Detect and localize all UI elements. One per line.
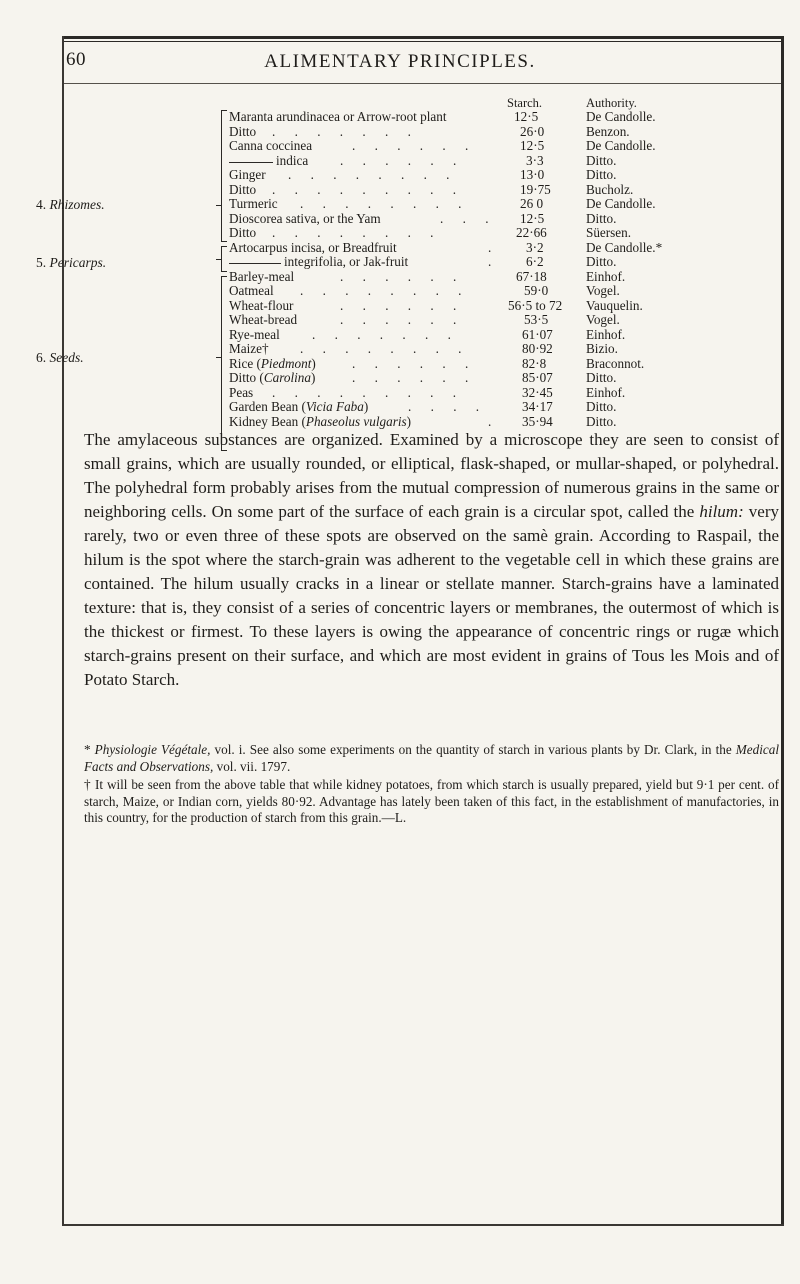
row-authority: De Candolle.*	[586, 239, 663, 255]
row-authority: Einhof.	[586, 268, 626, 284]
row-authority: Süersen.	[586, 225, 632, 240]
hilum-term: hilum:	[699, 502, 744, 521]
leader-dots: . . . . . . . . .	[272, 181, 465, 197]
row-value: 19·75	[520, 181, 551, 197]
footnotes	[84, 742, 779, 829]
footnote-1: * Physiologie Végétale, vol. i. See also some experiments on the quantity of starch in various plants by Dr. Clark, in the Medical Facts and Observations, vol. vii. 1797.	[84, 742, 779, 774]
row-value: 3·2	[526, 239, 544, 255]
group-number: 4.	[36, 197, 47, 212]
row-value: 61·07	[522, 326, 553, 342]
row-name: Ditto	[229, 181, 257, 197]
row-authority: Bucholz.	[586, 181, 634, 197]
table-row	[0, 255, 800, 270]
row-authority: Vogel.	[586, 312, 620, 327]
row-value: 6·2	[526, 254, 544, 269]
leader-dots: . . . . . . . .	[300, 283, 470, 298]
row-name: Turmeric	[229, 196, 278, 211]
leader-dots: . . . . . . . . .	[272, 384, 465, 400]
row-name: Rice (Piedmont)	[229, 355, 316, 371]
row-name: Oatmeal	[229, 283, 274, 298]
row-value: 3·3	[526, 152, 544, 168]
leader-dots: . . . . . .	[340, 268, 465, 284]
row-name: Ditto (Carolina)	[229, 370, 316, 385]
row-value: 82·8	[522, 355, 547, 371]
leader-dots: . . . . . . . .	[272, 225, 442, 240]
table-row	[0, 284, 800, 299]
group-number: 5.	[36, 255, 47, 270]
leader-dots: . . . . . . . .	[300, 341, 470, 356]
group-name: Pericarps.	[49, 255, 107, 270]
header-rule	[64, 83, 781, 84]
leader-dots: . . . . . . . .	[288, 167, 458, 182]
row-authority: Ditto.	[586, 413, 617, 429]
row-name: integrifolia, or Jak-fruit	[284, 254, 409, 269]
row-name: Maranta arundinacea or Arrow-root plant	[229, 109, 447, 124]
row-value: 85·07	[522, 370, 553, 385]
leader-dots: .	[488, 254, 500, 269]
table-row	[0, 168, 800, 183]
row-name: Dioscorea sativa, or the Yam	[229, 210, 381, 226]
row-authority: De Candolle.	[586, 138, 656, 153]
row-name: Ginger	[229, 167, 266, 182]
row-name: Barley-meal	[229, 268, 295, 284]
body-paragraph: The amylaceous substances are organized. Examined by a microscope they are seen to consist of small grains, which are usually rounded, or elliptical, flask-shaped, or mullar-shaped, or polyhedral. The polyhedral form probably arises from the mutual compression of numerous grains in the same or neighboring cells. On some part of the surface of each grain is a circular spot, called the hilum: very rarely, two or even three of these spots are observed on the samè grain. According to Raspail, the hilum is the spot where the starch-grain was adherent to the vegetable cell in which these grains are contained. The hilum usually cracks in a linear or stellate manner. Starch-grains have a laminated texture: that is, they consist of a series of concentric layers or membranes, the outermost of which is the thickest or firmest. To these layers is owing the appearance of concentric rings or rugæ which starch-grains present on their surface, and which are most evident in grains of Tous les Mois and of Potato Starch.	[84, 430, 780, 689]
row-value: 12·5	[514, 109, 539, 124]
leader-dots: . . . . . .	[352, 138, 477, 153]
row-name: Wheat-bread	[229, 312, 298, 327]
row-name: Wheat-flour	[229, 297, 294, 313]
leader-dots: . . . . . . . .	[300, 196, 470, 211]
row-value: 59·0	[524, 283, 549, 298]
table-row	[0, 197, 800, 212]
leader-dots: . . . .	[408, 399, 488, 414]
leader-dots: .	[488, 413, 500, 429]
row-value: 12·5	[520, 210, 545, 226]
table-row	[0, 371, 800, 386]
row-value: 67·18	[516, 268, 547, 284]
leader-dots: . . . . . . .	[312, 326, 459, 342]
leader-dots: . . . . . .	[352, 370, 477, 385]
leader-dots: . . . . . .	[340, 152, 465, 168]
row-name: Maize†	[229, 341, 269, 356]
row-authority: Ditto.	[586, 254, 617, 269]
page-frame-bottom	[62, 1224, 784, 1226]
row-value: 80·92	[522, 341, 553, 356]
row-value: 56·5 to 72	[508, 297, 563, 313]
footnote-2: † It will be seen from the above table that while kidney potatoes, from which starch is usually prepared, yield but 9·1 per cent. of starch, Maize, or Indian corn, yields 80·92. Advantage has lately been taken of this fact, in the establishment of manufactories, in this country, for the production of starch from this grain.—L.	[84, 777, 779, 825]
row-value: 22·66	[516, 225, 547, 240]
row-authority: De Candolle.	[586, 109, 656, 124]
row-name: indica	[276, 152, 309, 168]
page-frame-top-inner	[62, 41, 782, 42]
page-frame-top	[62, 36, 782, 39]
row-name: Peas	[229, 384, 254, 400]
row-value: 35·94	[522, 413, 553, 429]
row-value: 12·5	[520, 138, 545, 153]
row-value: 13·0	[520, 167, 545, 182]
row-name: Artocarpus incisa, or Breadfruit	[229, 239, 397, 255]
row-name: Canna coccinea	[229, 138, 313, 153]
row-authority: Braconnot.	[586, 355, 645, 371]
table-row	[0, 110, 800, 125]
row-authority: Vauquelin.	[586, 297, 643, 313]
row-value: 26 0	[520, 196, 544, 211]
leader-dots: . . . . . .	[340, 312, 465, 327]
row-authority: Vogel.	[586, 283, 620, 298]
row-name: Ditto	[229, 123, 257, 139]
row-authority: Ditto.	[586, 167, 617, 182]
row-authority: De Candolle.	[586, 196, 656, 211]
ditto-dash	[229, 263, 281, 264]
leader-dots: . . . . . .	[340, 297, 465, 313]
row-value: 26·0	[520, 123, 545, 139]
row-value: 53·5	[524, 312, 549, 327]
row-name: Ditto	[229, 225, 257, 240]
table-row	[0, 226, 800, 241]
column-header-starch: Starch.	[507, 96, 543, 110]
leader-dots: . . . . . .	[352, 355, 477, 371]
ditto-dash	[229, 162, 273, 163]
row-authority: Ditto.	[586, 152, 617, 168]
table-row	[0, 342, 800, 357]
row-name: Garden Bean (Vicia Faba)	[229, 399, 369, 414]
row-authority: Einhof.	[586, 326, 626, 342]
column-header-authority: Authority.	[586, 96, 637, 110]
row-authority: Ditto.	[586, 370, 617, 385]
row-authority: Ditto.	[586, 399, 617, 414]
row-authority: Einhof.	[586, 384, 626, 400]
row-authority: Bizio.	[586, 341, 618, 356]
running-title: ALIMENTARY PRINCIPLES.	[264, 51, 536, 72]
table-row	[0, 386, 800, 401]
group-number: 6.	[36, 350, 47, 365]
row-name: Rye-meal	[229, 326, 280, 342]
leader-dots: .	[488, 239, 500, 255]
table-row	[0, 313, 800, 328]
row-authority: Ditto.	[586, 210, 617, 226]
row-value: 32·45	[522, 384, 553, 400]
row-value: 34·17	[522, 399, 553, 414]
leader-dots: . . . . . . .	[272, 123, 419, 139]
group-name: Seeds.	[49, 350, 84, 365]
group-name: Rhizomes.	[49, 197, 105, 212]
table-row	[0, 139, 800, 154]
row-name: Kidney Bean (Phaseolus vulgaris)	[229, 413, 412, 429]
page-number: 60	[66, 49, 86, 70]
row-authority: Benzon.	[586, 123, 630, 139]
leader-dots: . . .	[440, 210, 497, 226]
